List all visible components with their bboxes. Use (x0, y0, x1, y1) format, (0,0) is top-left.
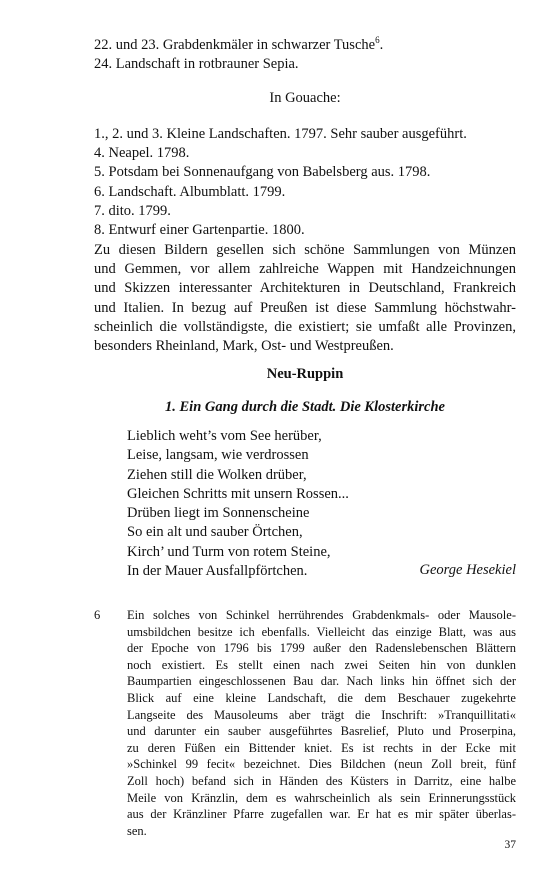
footnote-line: umsbildchen besitze ich ebenfalls. Vielleicht das einzige Blatt, was aus (127, 624, 516, 639)
footnote-line: zu deren Füßen ein Bittender kniet. Es ist rechts in der Ecke mit (127, 740, 516, 755)
list-item: 24. Landschaft in rotbrauner Sepia. (94, 56, 299, 73)
poem-line: Kirch’ und Turm von rotem Steine, (127, 543, 331, 560)
subsection-title: 1. Ein Gang durch die Stadt. Die Klosterkirche (165, 399, 445, 415)
list-item: 1., 2. und 3. Kleine Landschaften. 1797. Sehr sauber ausgeführt. (94, 126, 467, 142)
list-item: 8. Entwurf einer Gartenpartie. 1800. (94, 222, 305, 239)
page-number: 37 (504, 839, 516, 851)
poem-line: Gleichen Schritts mit unsern Rossen... (127, 485, 349, 502)
list-item: 4. Neapel. 1798. (94, 145, 190, 162)
drawings-list (94, 36, 534, 74)
footnote-line: Meile von Kränzlin, dem es wahrscheinlich als sein Erinnerungsstück (127, 790, 516, 805)
footnote-text (127, 607, 516, 839)
paragraph-line: und Skizzen interessanter Architekturen in Deutschland, Frankreich (94, 280, 516, 297)
list-item: 7. dito. 1799. (94, 202, 171, 219)
list-item: 6. Landschaft. Albumblatt. 1799. (94, 183, 286, 200)
footnote-line: und darunter ein sauber ausgeführtes Basrelief, Pluto und Proserpina, (127, 724, 516, 739)
poem-line: Drüben liegt im Sonnenscheine (127, 505, 310, 522)
poem-line: Lieblich weht’s vom See herüber, (127, 428, 322, 444)
footnote-reference[interactable]: 6 (375, 35, 380, 46)
paragraph-line: Zu diesen Bildern gesellen sich schöne Sammlungen von Münzen (94, 242, 516, 258)
poem (127, 427, 349, 581)
footnote-line: Baumpartien eingeschlossenen Bau dar. Nach links hin öffnet sich der (127, 674, 516, 689)
gouache-heading: In Gouache: (269, 90, 341, 106)
footnote-line: noch existiert. Es stellt einen nach zwei Seiten hin von dunklen (127, 657, 516, 672)
footnote-line: Langseite des Mausoleums aber trägt die Inschrift: »Tranquillitati« (127, 707, 516, 722)
footnote-line: aus der Kränzliner Pfarre zugefallen war. Er hat es mir später überlas- (127, 807, 516, 822)
footnote-line: der Epoche von 1796 bis 1799 außer den Radenslebenschen Blättern (127, 641, 516, 656)
poem-line: Leise, langsam, wie verdrossen (127, 447, 309, 464)
list-item: 22. und 23. Grabdenkmäler in schwarzer Tusche$^6$. (94, 35, 384, 53)
poem-line: In der Mauer Ausfallpförtchen. (127, 563, 308, 580)
paragraph-line: besonders Rheinland, Mark, Ost- und Westpreußen. (94, 338, 394, 355)
paragraph-line: und Italien. In bezug auf Preußen ist diese Sammlung höchstwahr- (94, 299, 516, 316)
gouache-list (94, 125, 534, 240)
poem-line: Ziehen still die Wolken drüber, (127, 466, 307, 483)
poem-line: So ein alt und sauber Örtchen, (127, 524, 303, 541)
footnote-line: »Schinkel 99 fecit« bezeichnet. Dies Bildchen (neun Zoll breit, fünf (127, 757, 516, 772)
footnote-number: 6 (94, 608, 101, 622)
paragraph-line: scheinlich die vollständigste, die existiert; sie umfaßt alle Provinzen, (94, 318, 516, 335)
section-title: Neu-Ruppin (266, 366, 344, 382)
footnote-line: Ein solches von Schinkel herrührendes Grabdenkmals- oder Mausole- (127, 608, 516, 622)
footnote-line: sen. (127, 823, 147, 838)
body-paragraph (94, 241, 516, 356)
footnote-line: Blick auf eine kleine Landschaft, die dem Beschauer zugekehrte (127, 690, 516, 705)
list-item: 5. Potsdam bei Sonnenaufgang von Babelsberg aus. 1798. (94, 164, 431, 181)
poem-author: George Hesekiel (419, 562, 516, 578)
footnote-line: Zoll hoch) befand sich in Händen des Küsters in Darritz, eine halbe (127, 773, 516, 788)
paragraph-line: und Gemmen, vor allem zahlreiche Wappen mit Handzeichnungen (94, 261, 516, 278)
